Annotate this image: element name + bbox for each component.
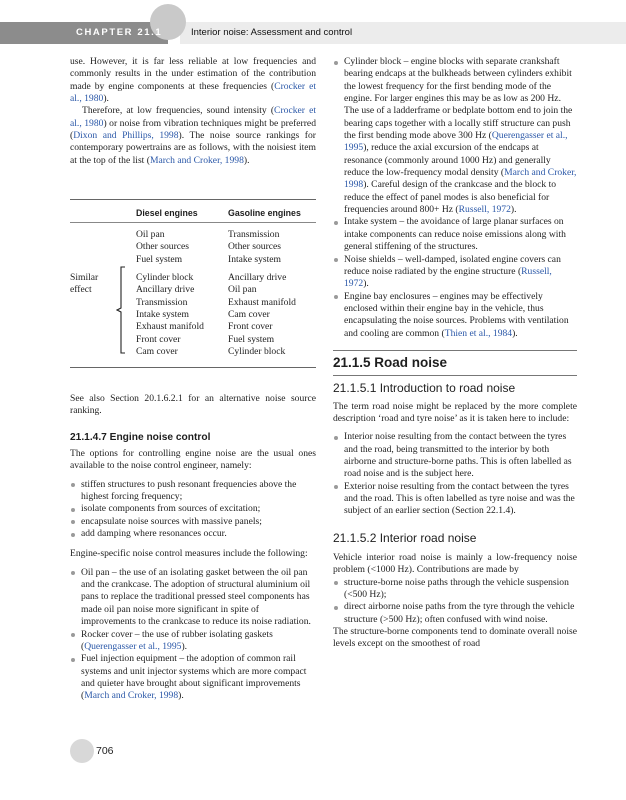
list-item: add damping where resonances occur. bbox=[70, 528, 316, 540]
paragraph-options: The options for controlling engine noise are the usual ones available to the noise control engineer, namely: bbox=[70, 448, 316, 472]
cell-gasoline: Ancillary drive bbox=[228, 272, 287, 283]
heading-engine-noise-control: 21.1.4.7 Engine noise control bbox=[70, 431, 211, 443]
cell-diesel: Cylinder block bbox=[136, 272, 194, 283]
list-item: encapsulate noise sources with massive panels; bbox=[70, 516, 316, 528]
paragraph-engine-specific: Engine-specific noise control measures include the following: bbox=[70, 548, 308, 560]
row-label-similar: Similar bbox=[70, 272, 99, 283]
cell-diesel: Transmission bbox=[136, 296, 188, 308]
cell-diesel: Oil pan bbox=[136, 229, 165, 240]
cell-gasoline: Transmission bbox=[228, 229, 280, 240]
page-number-circle bbox=[70, 739, 94, 763]
list-item: stiffen structures to push resonant frequencies above the highest forcing frequency; bbox=[70, 479, 316, 504]
paragraph-therefore: Therefore, at low frequencies, sound intensity (Crocker et al., 1980) or noise from vibration techniques might be preferred (Dixon and Phillips, 1998). The noise source rankings for contemporary powertrains are as follows, with the noisiest item at the top of the list (March and Croker, 1998). bbox=[70, 105, 316, 166]
citation-link[interactable]: Russell, 1972 bbox=[458, 204, 511, 216]
cell-gasoline: Intake system bbox=[228, 253, 282, 265]
list-item-noise-shields: Noise shields – well-damped, isolated engine covers can reduce noise radiated by the engine structure (Russell, 1972). bbox=[333, 254, 577, 291]
cell-gasoline: Front cover bbox=[228, 321, 273, 333]
list-item-cylinder-block: Cylinder block – engine blocks with separate crankshaft bearing endcaps at the bulkheads between cylinders exhibit the lowest frequency for the first bending mode of the engine. For larger engines this may be as low as 200 Hz. The use of a ladderframe or bedplate bottom end to join the bearing caps together with a locally stiff structure can push the first bending mode above 300 Hz (Querengasser et al., 1995), reduce the axial excursion of the endcaps at resonance (commonly around 1000 Hz) and generally reduce the low-frequency modal density (March and Croker, 1998). Careful design of the crankcase and the block to reduce the effect of panel modes is also beneficial for frequencies around 800+ Hz (Russell, 1972). bbox=[333, 56, 577, 216]
cell-diesel: Intake system bbox=[136, 309, 190, 320]
list-item-fuel-injection: Fuel injection equipment – the adoption of common rail systems and unit injector systems which are more compact and quieter have brought about significant improvements (March and Croker, 1998). bbox=[70, 653, 316, 702]
cell-diesel: Front cover bbox=[136, 333, 181, 345]
list-item-rocker-cover: Rocker cover – the use of rubber isolating gaskets (Querengasser et al., 1995). bbox=[70, 629, 316, 654]
citation-link[interactable]: March and Croker, 1998 bbox=[84, 690, 179, 702]
header-diesel: Diesel engines bbox=[136, 208, 198, 218]
contribution-list bbox=[333, 577, 577, 626]
cell-diesel: Exhaust manifold bbox=[136, 321, 204, 333]
list-item-oil-pan: Oil pan – the use of an isolating gasket between the oil pan and the crankcase. The adoption of structural aluminium oil pans to replace the traditional pressed steel components has made oil pan noise more significant in spite of improvements to the crankcase to reduce its noise radiation. bbox=[70, 567, 316, 629]
citation-link[interactable]: Crocker et al., 1980 bbox=[70, 80, 316, 105]
cell-gasoline: Cam cover bbox=[228, 309, 270, 320]
heading-intro-road-noise: 21.1.5.1 Introduction to road noise bbox=[333, 381, 516, 396]
right-column bbox=[333, 56, 577, 651]
citation-link[interactable]: Russell, 1972 bbox=[344, 265, 552, 290]
page-number: 706 bbox=[96, 745, 114, 757]
left-column-lower bbox=[70, 393, 316, 703]
cell-diesel: Cam cover bbox=[136, 346, 178, 357]
list-item: structure-borne noise paths through the vehicle suspension (<500 Hz); bbox=[333, 577, 577, 602]
cell-diesel: Ancillary drive bbox=[136, 284, 195, 296]
cell-gasoline: Oil pan bbox=[228, 284, 257, 296]
see-also-note: See also Section 20.1.6.2.1 for an alternative noise source ranking. bbox=[70, 393, 316, 417]
citation-link[interactable]: Querengasser et al., 1995 bbox=[84, 640, 182, 652]
paragraph-structure-borne: The structure-borne components tend to dominate overall noise levels except on the smoothest of road bbox=[333, 626, 577, 650]
table-bottom-rule bbox=[70, 367, 316, 368]
cell-diesel: Fuel system bbox=[136, 253, 183, 265]
list-item: Exterior noise resulting from the contact between the tyres and the road. This is often labelled as tyre noise and was the subject of an earlier section (Section 22.1.4). bbox=[333, 481, 577, 518]
paragraph-intro: use. However, it is far less reliable at low frequencies and commonly results in the under estimation of the contribution made by engine components at these frequencies (Crocker et al., 1980). bbox=[70, 56, 316, 105]
citation-link[interactable]: Querengasser et al., 1995 bbox=[344, 130, 568, 154]
table-header-rule bbox=[70, 222, 316, 223]
list-item: isolate components from sources of excitation; bbox=[70, 503, 316, 515]
citation-link[interactable]: March and Croker, 1998 bbox=[344, 167, 577, 191]
control-options-list bbox=[70, 479, 316, 541]
paragraph-vehicle: Vehicle interior road noise is mainly a low-frequency noise problem (<1000 Hz). Contributions are made by bbox=[333, 552, 577, 576]
cell-gasoline: Fuel system bbox=[228, 333, 275, 345]
chapter-label: CHAPTER 21.1 bbox=[76, 27, 163, 38]
citation-link[interactable]: March and Croker, 1998 bbox=[149, 154, 244, 166]
table-brace-icon bbox=[116, 266, 126, 354]
citation-link[interactable]: Thien et al., 1984 bbox=[444, 327, 513, 339]
engine-measures-list-cont bbox=[333, 56, 577, 340]
paragraph-term: The term road noise might be replaced by the more complete description ‘road and tyre noise’ as it is taken here to include: bbox=[333, 400, 577, 424]
road-noise-list bbox=[333, 431, 577, 517]
table-top-rule bbox=[70, 199, 316, 200]
list-item: direct airborne noise paths from the tyre through the vehicle structure (>500 Hz); often confused with wind noise. bbox=[333, 601, 577, 626]
list-item-engine-bay: Engine bay enclosures – engines may be effectively enclosed within their engine bay in the vehicle, thus encapsulating the noise sources. Problems with ventilation and cooling are common (Thien et al., 1984). bbox=[333, 291, 577, 340]
list-item: Interior noise resulting from the contact between the tyres and the road, being transmitted to the interior by both airborne and structure-borne paths. This is often labelled as road noise and is the subject here. bbox=[333, 431, 577, 480]
cell-diesel: Other sources bbox=[136, 241, 190, 253]
cell-gasoline: Exhaust manifold bbox=[228, 296, 296, 308]
header-gasoline: Gasoline engines bbox=[228, 208, 301, 218]
heading-road-noise: 21.1.5 Road noise bbox=[333, 354, 448, 370]
engine-measures-list bbox=[70, 567, 316, 703]
left-column bbox=[70, 56, 316, 167]
citation-link[interactable]: Dixon and Phillips, 1998 bbox=[73, 130, 179, 142]
running-header bbox=[0, 0, 626, 44]
row-label-effect: effect bbox=[70, 284, 92, 296]
citation-link[interactable]: Crocker et al., 1980 bbox=[70, 105, 316, 129]
list-item-intake-system: Intake system – the avoidance of large planar surfaces on intake components can reduce noise emissions along with general stiffening of the structures. bbox=[333, 216, 577, 253]
cell-gasoline: Other sources bbox=[228, 241, 282, 253]
chapter-title: Interior noise: Assessment and control bbox=[191, 27, 353, 38]
heading-interior-road-noise: 21.1.5.2 Interior road noise bbox=[333, 530, 477, 545]
cell-gasoline: Cylinder block bbox=[228, 346, 286, 357]
